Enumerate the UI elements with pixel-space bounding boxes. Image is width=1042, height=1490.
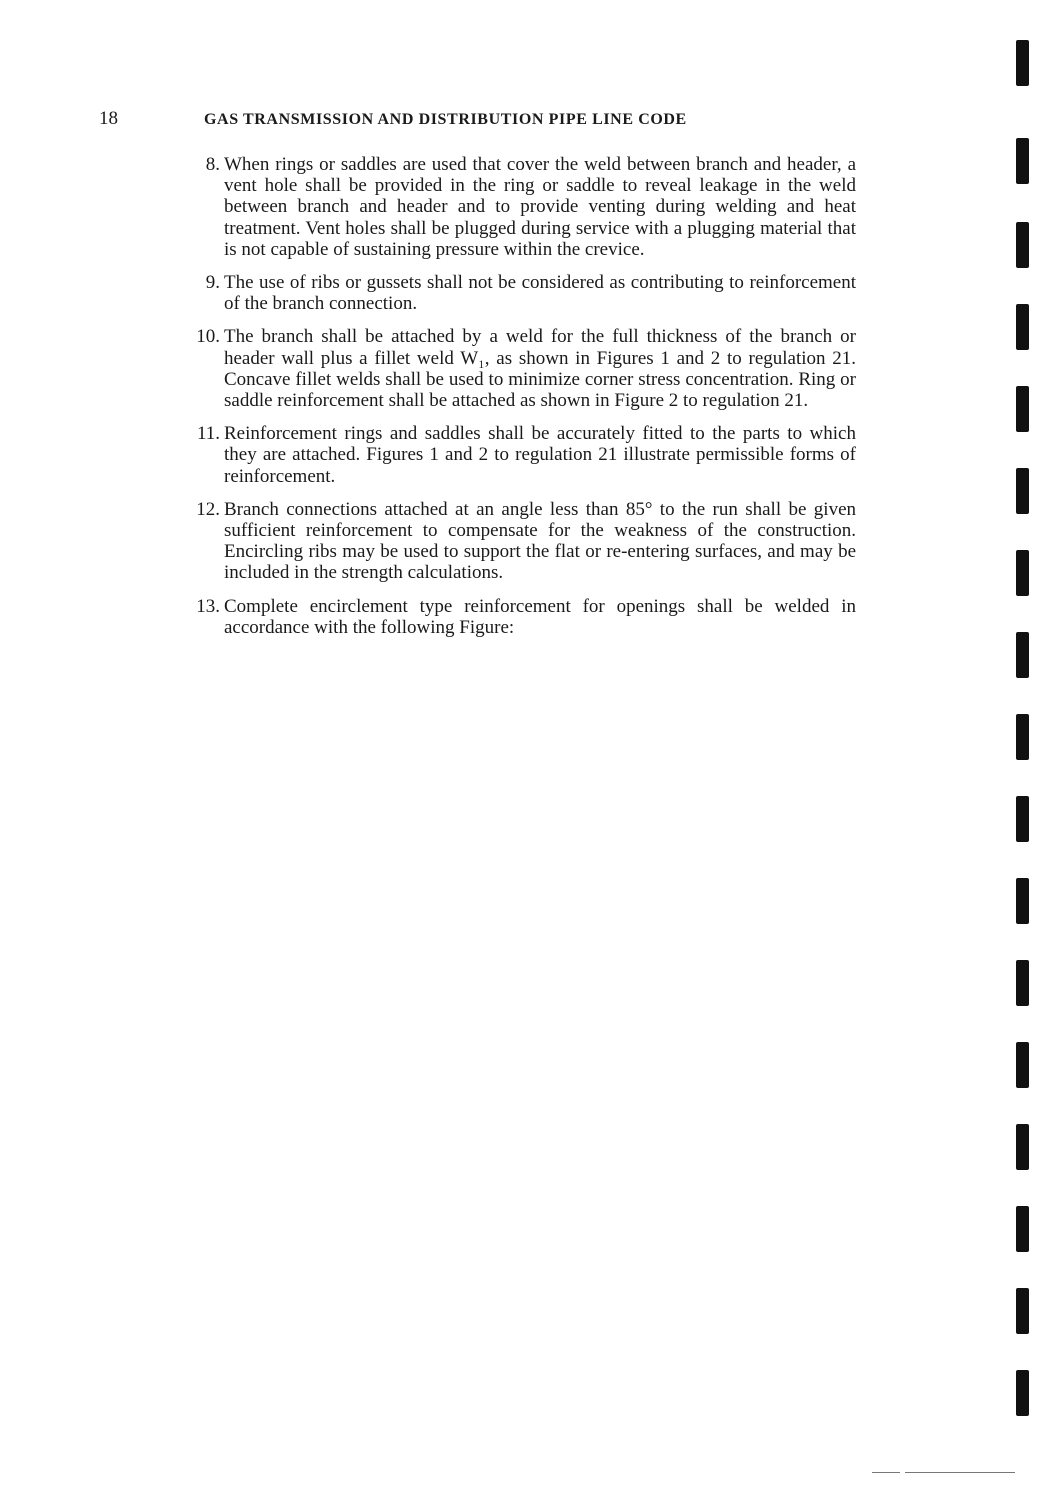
binding-mark bbox=[1016, 386, 1029, 432]
list-item bbox=[174, 596, 856, 638]
footer-rule bbox=[905, 1472, 1015, 1473]
list-item bbox=[174, 326, 856, 411]
item-text: Complete encirclement type reinforcement for openings shall be welded in accordance with the following Figure: bbox=[224, 595, 856, 638]
binding-mark bbox=[1016, 960, 1029, 1006]
binding-mark bbox=[1016, 1124, 1029, 1170]
binding-mark bbox=[1016, 1370, 1029, 1416]
list-item bbox=[174, 423, 856, 487]
footer-rule bbox=[872, 1472, 900, 1473]
item-number: 12. bbox=[196, 498, 220, 520]
item-number: 10. bbox=[196, 326, 220, 348]
item-text: The use of ribs or gussets shall not be considered as contributing to reinforcement of the branch connection. bbox=[224, 272, 856, 315]
item-text: Reinforcement rings and saddles shall be accurately fitted to the parts to which they are attached. Figures 1 and 2 to regulation 21 illustrate permissible forms of reinforcement. bbox=[224, 423, 856, 487]
binding-mark bbox=[1016, 222, 1029, 268]
item-text: Branch connections attached at an angle less than 85° to the run shall be given sufficient reinforcement to compensate for the weakness of the construction. Encircling ribs may be used to support the flat or re-entering surfaces, and may be included in the strength calculations. bbox=[224, 498, 856, 584]
binding-mark bbox=[1016, 1288, 1029, 1334]
item-text: The branch shall be attached by a weld for the full thickness of the branch or header wall plus a fillet weld W₁, as shown in Figures 1 and 2 to regulation 21. Concave fillet welds shall be used to minimize corner stress concentration. Ring or saddle reinforcement shall be attached as shown in Figure 2 to regulation 21. bbox=[224, 326, 856, 412]
binding-mark bbox=[1016, 468, 1029, 514]
binding-mark bbox=[1016, 138, 1029, 184]
binding-mark bbox=[1016, 40, 1029, 86]
item-number: 8. bbox=[205, 154, 220, 175]
regulation-item-list bbox=[174, 154, 856, 650]
binding-mark bbox=[1016, 304, 1029, 350]
item-number: 13. bbox=[196, 595, 220, 617]
list-item bbox=[174, 499, 856, 584]
item-text: When rings or saddles are used that cover the weld between branch and header, a vent hole shall be provided in the ring or saddle to reveal leakage in the weld between branch and header and to provide venting during welding and heat treatment. Vent holes shall be plugged during service with a plugging material that is not capable of sustaining pressure within the crevice. bbox=[224, 154, 856, 260]
item-number: 11. bbox=[196, 423, 220, 445]
binding-mark bbox=[1016, 1042, 1029, 1088]
binding-mark bbox=[1016, 1206, 1029, 1252]
binding-mark bbox=[1016, 714, 1029, 760]
page-number: 18 bbox=[99, 108, 118, 129]
item-number: 9. bbox=[205, 272, 220, 294]
binding-mark bbox=[1016, 878, 1029, 924]
binding-mark bbox=[1016, 632, 1029, 678]
running-head: GAS TRANSMISSION AND DISTRIBUTION PIPE LINE CODE bbox=[204, 111, 687, 128]
list-item bbox=[174, 154, 856, 260]
binding-marks bbox=[1016, 40, 1030, 1440]
list-item bbox=[174, 272, 856, 314]
binding-mark bbox=[1016, 550, 1029, 596]
binding-mark bbox=[1016, 796, 1029, 842]
